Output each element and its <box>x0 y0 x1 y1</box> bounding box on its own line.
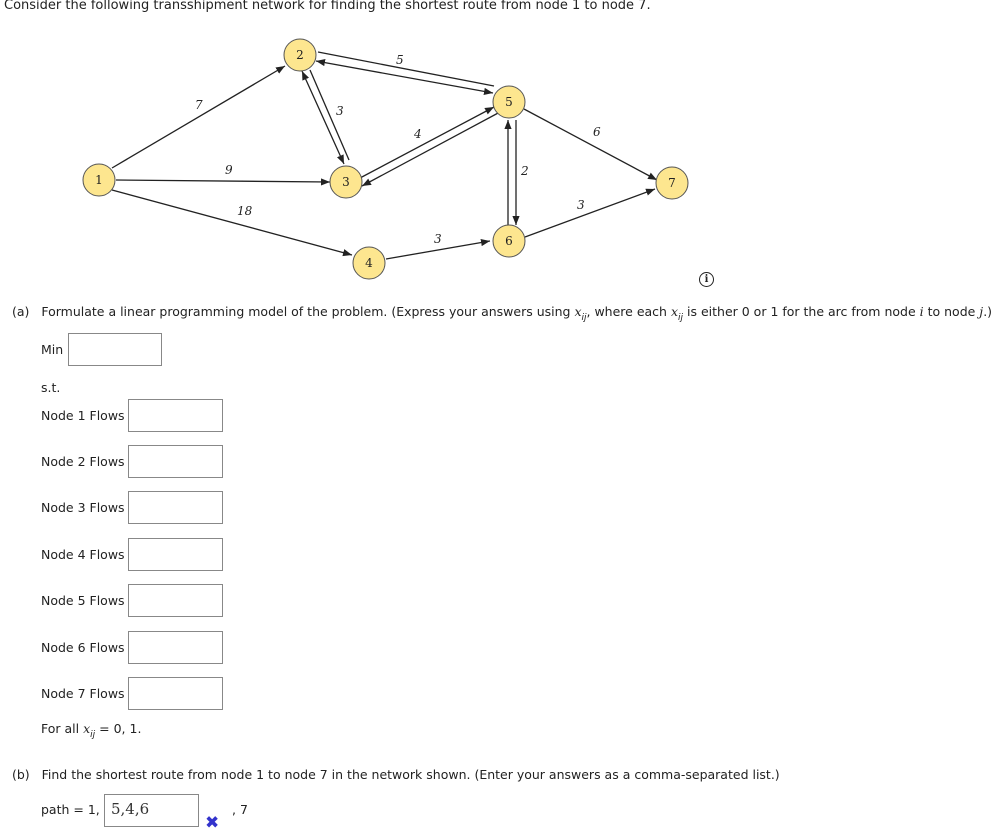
node-5-flows-label: Node 5 Flows <box>41 593 125 608</box>
node-1-flows-label: Node 1 Flows <box>41 408 125 423</box>
node-5-label: 5 <box>505 95 513 109</box>
node-6-label: 6 <box>505 234 513 248</box>
node-3-flows-label: Node 3 Flows <box>41 500 125 515</box>
part-a-instructions <box>12 304 992 323</box>
problem-intro: Consider the following transshipment network for finding the shortest route from node 1 to node 7. <box>4 0 651 13</box>
node-2 <box>284 39 316 71</box>
node-7-flows-label: Node 7 Flows <box>41 686 125 701</box>
node-6 <box>493 225 525 257</box>
weight-6-5: 2 <box>521 164 529 178</box>
part-a-text-5: .) <box>983 304 992 319</box>
node-1 <box>83 164 115 196</box>
weight-4-6: 3 <box>434 232 442 246</box>
node-3-flows-input[interactable] <box>128 491 223 524</box>
node-5-flows-input[interactable] <box>128 584 223 617</box>
node-6-flows-label: Node 6 Flows <box>41 640 125 655</box>
edge-1-2 <box>112 66 285 168</box>
node-3 <box>330 166 362 198</box>
part-a-text-3: is either 0 or 1 for the arc from node <box>683 304 920 319</box>
node-6-flows-input[interactable] <box>128 631 223 664</box>
objective-input[interactable] <box>68 333 162 366</box>
path-suffix: , 7 <box>232 802 248 817</box>
node-1-flows-input[interactable] <box>128 399 223 432</box>
var-x-3: x <box>83 721 91 736</box>
node-4-flows-input[interactable] <box>128 538 223 571</box>
weight-6-7: 3 <box>577 198 585 212</box>
part-a-text-1: Formulate a linear programming model of the problem. (Express your answers using <box>41 304 575 319</box>
weight-2-3: 3 <box>336 104 344 118</box>
weight-1-4: 18 <box>237 204 253 218</box>
forall-suffix: = 0, 1. <box>95 721 142 736</box>
part-a-label: (a) <box>12 304 30 319</box>
path-input-value: 5,4,6 <box>111 800 150 818</box>
part-b-instructions <box>12 767 780 782</box>
binary-constraint <box>41 721 142 740</box>
st-label: s.t. <box>41 380 61 395</box>
edge-2-5b <box>318 52 494 86</box>
part-a-text-2: , where each <box>586 304 671 319</box>
edge-1-4 <box>112 190 352 255</box>
node-4-flows-label: Node 4 Flows <box>41 547 125 562</box>
node-7-flows-input[interactable] <box>128 677 223 710</box>
sub-ij-3: ij <box>90 730 96 740</box>
node-2-flows-input[interactable] <box>128 445 223 478</box>
var-x-1: x <box>574 304 582 319</box>
weight-2-5: 5 <box>396 53 404 67</box>
network-diagram <box>0 0 989 300</box>
part-b-label: (b) <box>12 767 30 782</box>
var-x-2: x <box>670 304 679 319</box>
node-7-label: 7 <box>668 176 676 190</box>
node-5 <box>493 86 525 118</box>
incorrect-x-icon: ✖ <box>205 813 220 833</box>
weight-5-7: 6 <box>593 125 601 139</box>
forall-prefix: For all <box>41 721 84 736</box>
sub-ij-1: ij <box>581 313 587 323</box>
edge-1-3 <box>116 180 330 182</box>
part-a-text-4: to node <box>923 304 980 319</box>
sub-ij-2: ij <box>678 313 684 323</box>
path-input[interactable] <box>104 794 199 827</box>
path-prefix: path = 1, <box>41 802 100 817</box>
min-label: Min <box>41 342 64 357</box>
node-1-label: 1 <box>95 173 103 187</box>
info-icon[interactable]: i <box>699 272 714 287</box>
edge-3-5 <box>360 107 494 178</box>
node-2-label: 2 <box>296 48 304 62</box>
part-b-text: Find the shortest route from node 1 to node 7 in the network shown. (Enter your answers as a comma-separated list.) <box>41 767 780 782</box>
edge-5-7 <box>524 109 657 180</box>
var-j: j <box>979 304 984 319</box>
var-i: i <box>919 304 924 319</box>
node-4 <box>353 247 385 279</box>
edge-5-3 <box>362 112 500 186</box>
edge-2-5 <box>316 61 493 93</box>
weight-3-5: 4 <box>414 127 422 141</box>
node-3-label: 3 <box>342 175 350 189</box>
node-4-label: 4 <box>365 256 373 270</box>
node-2-flows-label: Node 2 Flows <box>41 454 125 469</box>
node-7 <box>656 167 688 199</box>
weight-1-2: 7 <box>195 98 203 112</box>
edge-6-7 <box>525 189 655 237</box>
weight-1-3: 9 <box>225 163 233 177</box>
